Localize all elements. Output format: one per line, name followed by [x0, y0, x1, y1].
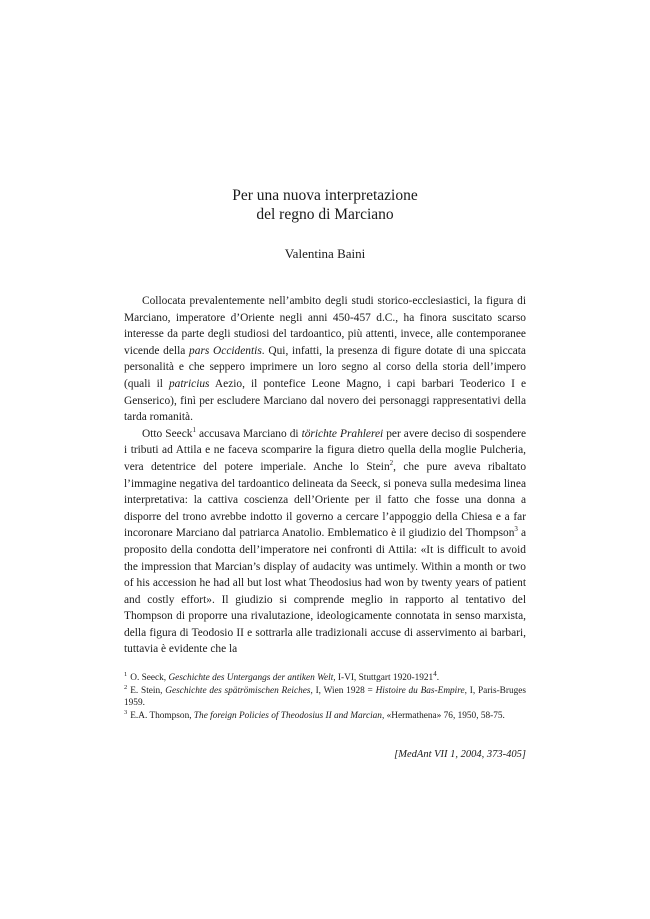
footnote-3-text: , «Hermathena» 76, 1950, 58-75. — [381, 710, 505, 721]
footnote-2-text: , I, Paris-Bruges 1959. — [124, 685, 527, 709]
running-footer: [MedAnt VII 1, 2004, 373-405] — [394, 749, 526, 760]
footnote-number: 3 — [124, 708, 128, 716]
footnote-2 — [124, 685, 526, 710]
footnote-1 — [124, 669, 526, 685]
paragraph-1-italic: patricius — [168, 377, 210, 390]
title-line-1: Per una nuova interpretazione — [232, 187, 418, 204]
footnote-2-italic: Histoire du Bas-Empire — [375, 685, 465, 696]
footnote-number: 2 — [124, 683, 128, 691]
paragraph-2-text: , che pure aveva ribaltato l’immagine negativa del tardoantico delineata da Seeck, si poneva sulla medesima linea interpretativa: la cattiva coscienza dell’Oriente per il fatto che fosse una donna a disporre del trono avrebbe indotto il governo a cercare l’appoggio della Chiesa e a far incoronare Marciano dal patriarca Anatolio. Emblematico è il giudizio del Thompson — [124, 460, 527, 540]
footnote-3-text: E.A. Thompson, — [130, 710, 194, 721]
paragraph-1-text: . Qui, infatti, la presenza di figure dotate di una spiccata personalità e che seppero imprimere un loro segno al corso della storia dell’impero (quali il — [124, 344, 526, 390]
footnote-3-italic: The foreign Policies of Theodosius II and Marcian — [193, 710, 382, 721]
footnote-2-italic: Geschichte des spätrömischen Reiches — [165, 685, 311, 696]
footnotes — [124, 669, 527, 722]
footnote-1-italic: Geschichte des Untergangs der antiken Welt — [168, 673, 334, 683]
footnote-number: 1 — [124, 670, 128, 678]
paragraph-2-text: a proposito della condotta dell’imperatore nei confronti di Attila: «It is difficult to avoid the impression that Marcian’s display of audacity was untimely. Within a month or two of his accession he had all but lost what Theodosius had won by twenty years of patient and costly effort». Il giudizio si comprende meglio in rapporto al tentativo del Thompson di proporre una rivalutazione, ideologicamente connotata in senso marxista, della figura di Teodosio II e sottrarla alle tradizionali accuse di asservimento ai barbari, tuttavia è evidente che la — [124, 527, 526, 656]
paragraph-2-note-ref: 2 — [389, 459, 394, 468]
footnote-2-text: E. Stein, — [130, 685, 166, 696]
paragraph-2-note-ref: 1 — [192, 425, 196, 434]
paragraph-1-text: Collocata prevalentemente nell’ambito degli studi storico-ecclesiastici, la figura di Marciano, imperatore d’Oriente negli anni 450-457 d.C., ha finora suscitato scarso interesse da parte degli studiosi del tardoantico, più attenti, invece, alle contemporanee vicende della — [124, 295, 526, 357]
paragraph-2-text: per avere deciso di sospendere i tributi ad Attila e ne faceva scomparire la figura dietro quella della moglie Pulcheria, vera detentrice del potere imperiale. Anche lo Stein — [124, 427, 526, 473]
paragraph-2 — [124, 426, 526, 658]
footnote-1-text: . — [436, 673, 440, 683]
title-line-2: del regno di Marciano — [256, 206, 394, 223]
paragraph-2-text: accusava Marciano di — [195, 427, 302, 440]
paragraph-1-text: Aezio, il pontefice Leone Magno, i capi barbari Teoderico I e Genserico), finì per escludere Marciano dal novero dei personaggi rappresentativi della tarda romanità. — [124, 377, 527, 424]
footnote-1-text: , I-VI, Stuttgart 1920-1921 — [333, 673, 434, 683]
paragraph-1 — [124, 293, 526, 426]
footnote-3 — [124, 710, 526, 723]
article-title — [124, 186, 526, 224]
footnote-1-text: O. Seeck, — [130, 673, 169, 683]
paragraph-2-italic: törichte Prahlerei — [301, 427, 384, 440]
footnote-2-text: , I, Wien 1928 = — [310, 685, 376, 696]
article-body — [124, 293, 526, 658]
footnote-1-note-ref: 4 — [433, 669, 437, 678]
paragraph-2-text: Otto Seeck — [142, 427, 193, 440]
paragraph-2-note-ref: 3 — [514, 525, 518, 534]
paragraph-1-italic: pars Occidentis — [189, 344, 262, 357]
author-name: Valentina Baini — [284, 246, 366, 261]
